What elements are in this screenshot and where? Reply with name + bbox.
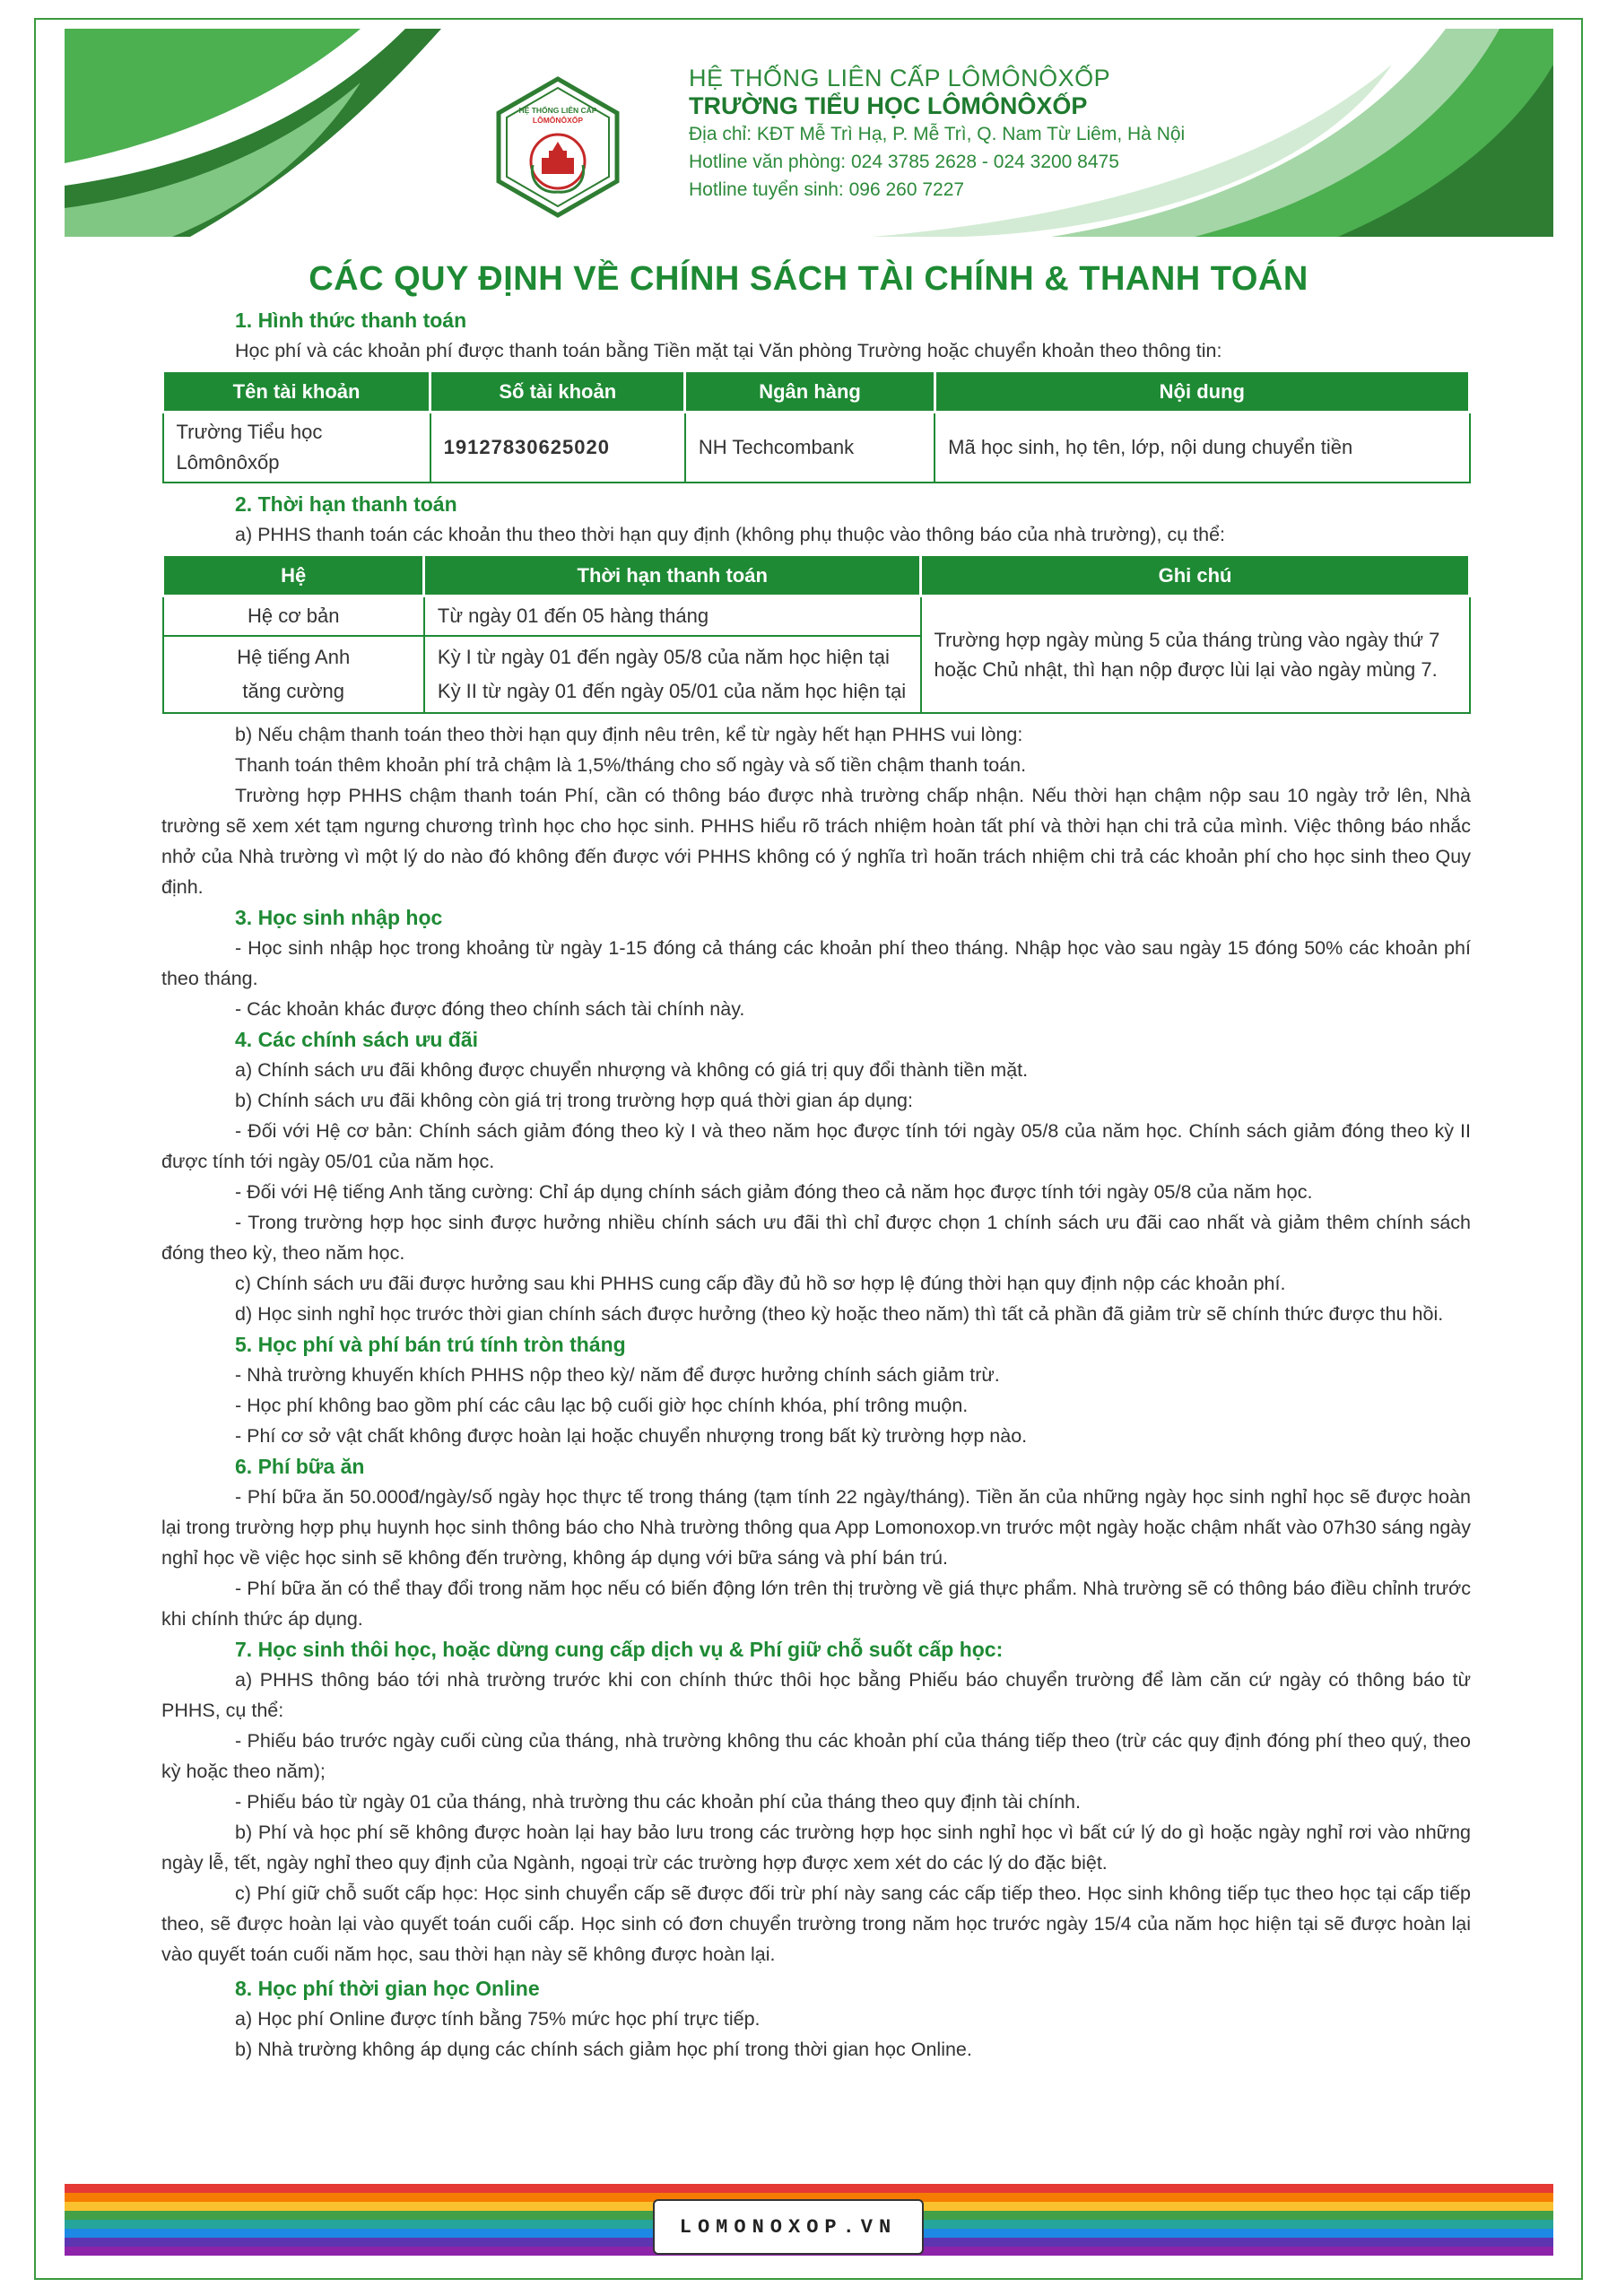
section-1-intro: Học phí và các khoản phí được thanh toán bằng Tiền mặt tại Văn phòng Trường hoặc chuyển khoản theo thông tin: bbox=[235, 340, 1222, 361]
section-1-title: 1. Hình thức thanh toán bbox=[235, 309, 467, 332]
section-4-title: 4. Các chính sách ưu đãi bbox=[235, 1028, 479, 1051]
section-4-b3: - Trong trường hợp học sinh được hưởng nhiều chính sách ưu đãi thì chỉ được chọn 1 chính sách ưu đãi cao nhất và giảm thêm chính sách đóng theo kỳ, theo năm học. bbox=[161, 1212, 1471, 1264]
section-6-p2: - Phí bữa ăn có thể thay đổi trong năm học nếu có biến động lớn trên thị trường về giá thực phẩm. Nhà trường sẽ có thông báo điều chỉnh trước khi chính thức áp dụng. bbox=[161, 1578, 1471, 1630]
section-7-a2: - Phiếu báo từ ngày 01 của tháng, nhà trường thu các khoản phí của tháng theo quy định tài chính. bbox=[235, 1791, 1081, 1813]
section-3-title: 3. Học sinh nhập học bbox=[235, 906, 443, 929]
section-3-p2: - Các khoản khác được đóng theo chính sách tài chính này. bbox=[235, 998, 745, 1020]
section-8-title: 8. Học phí thời gian học Online bbox=[235, 1977, 540, 2000]
svg-text:HỆ THỐNG LIÊN CẤP: HỆ THỐNG LIÊN CẤP bbox=[518, 106, 597, 115]
school-name: TRƯỜNG TIỂU HỌC LÔMÔNÔXỐP bbox=[689, 92, 1088, 119]
col-system: Hệ bbox=[163, 555, 424, 596]
col-account-name: Tên tài khoản bbox=[163, 371, 430, 413]
section-4-b: b) Chính sách ưu đãi không còn giá trị trong trường hợp quá thời gian áp dụng: bbox=[235, 1090, 913, 1111]
section-7-title: 7. Học sinh thôi học, hoặc dừng cung cấp dịch vụ & Phí giữ chỗ suốt cấp học: bbox=[235, 1638, 1004, 1661]
section-2-b1: b) Nếu chậm thanh toán theo thời hạn quy định nêu trên, kể từ ngày hết hạn PHHS vui lòng: bbox=[235, 724, 1023, 745]
bank-name: NH Techcombank bbox=[685, 413, 935, 483]
hotline-office: Hotline văn phòng: 024 3785 2628 - 024 3200 8475 bbox=[689, 152, 1119, 172]
deadline-english bbox=[424, 636, 921, 713]
system-english-line2: tăng cường bbox=[242, 680, 344, 702]
section-6-p1: - Phí bữa ăn 50.000đ/ngày/số ngày học thực tế trong tháng (tạm tính 22 ngày/tháng). Tiền ăn của những ngày học sinh nghỉ học sẽ được hoàn lại trong trường hợp phụ huynh học sinh thông báo cho Nhà trường thông qua App Lomonoxop.vn trước một ngày hoặc chậm nhất vào 07h30 sáng ngày nghỉ học về việc học sinh sẽ không đến trường, không áp dụng với bữa sáng và phí bán trú. bbox=[161, 1486, 1471, 1569]
section-2-b2: Thanh toán thêm khoản phí trả chậm là 1,5%/tháng cho số ngày và số tiền chậm thanh toán. bbox=[235, 754, 1027, 776]
section-5-p2: - Học phí không bao gồm phí các câu lạc bộ cuối giờ học chính khóa, phí trông muộn. bbox=[235, 1395, 969, 1416]
section-5-p3: - Phí cơ sở vật chất không được hoàn lại hoặc chuyển nhượng trong bất kỳ trường hợp nào. bbox=[235, 1425, 1028, 1447]
section-8-b: b) Nhà trường không áp dụng các chính sách giảm học phí trong thời gian học Online. bbox=[235, 2039, 972, 2060]
page-title: CÁC QUY ĐỊNH VỀ CHÍNH SÁCH TÀI CHÍNH & THANH TOÁN bbox=[309, 260, 1308, 298]
section-5-p1: - Nhà trường khuyến khích PHHS nộp theo kỳ/ năm để được hưởng chính sách giảm trừ. bbox=[235, 1364, 1000, 1386]
system-basic: Hệ cơ bản bbox=[163, 596, 424, 637]
section-4-d: d) Học sinh nghỉ học trước thời gian chính sách được hưởng (theo kỳ hoặc theo năm) thì tất cả phần đã giảm trừ sẽ chính thức được thu hồi. bbox=[235, 1303, 1444, 1325]
section-2-a: a) PHHS thanh toán các khoản thu theo thời hạn quy định (không phụ thuộc vào thông báo của nhà trường), cụ thể: bbox=[235, 524, 1225, 545]
section-7-a1: - Phiếu báo trước ngày cuối cùng của tháng, nhà trường không thu các khoản phí của tháng tiếp theo (trừ các quy định đóng phí theo quý, theo kỳ hoặc theo năm); bbox=[161, 1730, 1471, 1782]
system-english-line1: Hệ tiếng Anh bbox=[237, 646, 351, 668]
hotline-admission: Hotline tuyển sinh: 096 260 7227 bbox=[689, 179, 965, 200]
account-name: Trường Tiểu học Lômônôxốp bbox=[163, 413, 430, 483]
col-account-number: Số tài khoản bbox=[430, 371, 685, 413]
section-4-c: c) Chính sách ưu đãi được hưởng sau khi PHHS cung cấp đầy đủ hồ sơ hợp lệ đúng thời hạn quy định nộp các khoản phí. bbox=[235, 1273, 1286, 1294]
website-badge[interactable]: LOMONOXOP.VN bbox=[653, 2199, 924, 2255]
deadline-term-2: Kỳ II từ ngày 01 đến ngày 05/01 của năm học hiện tại bbox=[437, 680, 907, 702]
school-logo bbox=[486, 75, 630, 219]
col-deadline: Thời hạn thanh toán bbox=[424, 555, 921, 596]
section-4-a: a) Chính sách ưu đãi không được chuyển nhượng và không có giá trị quy đổi thành tiền mặt. bbox=[235, 1059, 1029, 1081]
section-6-title: 6. Phí bữa ăn bbox=[235, 1455, 365, 1478]
bank-account-table bbox=[161, 370, 1471, 483]
deadline-note: Trường hợp ngày mùng 5 của tháng trùng vào ngày thứ 7 hoặc Chủ nhật, thì hạn nộp được lùi lại vào ngày mùng 7. bbox=[921, 596, 1470, 714]
table-row bbox=[163, 413, 1470, 483]
section-2-title: 2. Thời hạn thanh toán bbox=[235, 492, 457, 516]
section-4-b2: - Đối với Hệ tiếng Anh tăng cường: Chỉ áp dụng chính sách giảm đóng theo cả năm học được tính tới ngày 05/8 của năm học. bbox=[235, 1181, 1313, 1203]
section-7-c: c) Phí giữ chỗ suốt cấp học: Học sinh chuyển cấp sẽ được đối trừ phí này sang các cấp tiếp theo. Học sinh không tiếp tục theo học tại cấp tiếp theo, sẽ được hoàn lại vào quyết toán cuối cấp. Học sinh có đơn chuyển trường trong năm học trước ngày 15/4 của năm học hiện tại sẽ được hoàn lại vào quyết toán cuối năm học, sau thời hạn này sẽ không được hoàn lại. bbox=[161, 1883, 1471, 1965]
school-info bbox=[689, 65, 1185, 204]
section-4-b1: - Đối với Hệ cơ bản: Chính sách giảm đóng theo kỳ I và theo năm học được tính tới ngày 05/8 của năm học. Chính sách giảm đóng theo kỳ II được tính tới ngày 05/01 của năm học. bbox=[161, 1120, 1471, 1172]
section-5-title: 5. Học phí và phí bán trú tính tròn tháng bbox=[235, 1333, 626, 1356]
section-7-b: b) Phí và học phí sẽ không được hoàn lại hay bảo lưu trong các trường hợp học sinh nghỉ học vì bất cứ lý do gì hoặc ngày nghỉ rơi vào những ngày lễ, tết, ngày nghỉ theo quy định của Ngành, ngoại trừ các trường hợp được xem xét do các lý do đặc biệt. bbox=[161, 1822, 1471, 1874]
col-note: Ghi chú bbox=[921, 555, 1470, 596]
system-name: HỆ THỐNG LIÊN CẤP LÔMÔNÔXỐP bbox=[689, 65, 1111, 91]
deadline-basic: Từ ngày 01 đến 05 hàng tháng bbox=[424, 596, 921, 637]
payment-deadline-table bbox=[161, 553, 1471, 714]
system-english bbox=[163, 636, 424, 713]
transfer-content: Mã học sinh, họ tên, lớp, nội dung chuyển tiền bbox=[935, 413, 1469, 483]
table-row bbox=[163, 596, 1470, 637]
address: Địa chỉ: KĐT Mễ Trì Hạ, P. Mễ Trì, Q. Nam Từ Liêm, Hà Nội bbox=[689, 124, 1186, 144]
header-banner bbox=[65, 29, 1553, 237]
deadline-term-1: Kỳ I từ ngày 01 đến ngày 05/8 của năm học hiện tại bbox=[437, 646, 890, 668]
section-8-a: a) Học phí Online được tính bằng 75% mức học phí trực tiếp. bbox=[235, 2008, 761, 2030]
document-body bbox=[161, 305, 1471, 2065]
svg-text:LÔMÔNÔXỐP: LÔMÔNÔXỐP bbox=[532, 116, 584, 125]
section-2-b3: Trường hợp PHHS chậm thanh toán Phí, cần có thông báo được nhà trường chấp nhận. Nếu thời hạn chậm nộp sau 10 ngày trở lên, Nhà trường sẽ xem xét tạm ngưng chương trình học cho học sinh. PHHS hiểu rõ trách nhiệm hoàn tất phí và thời hạn chi trả của mình. Việc thông báo nhắc nhở của Nhà trường vì một lý do nào đó không đến được với PHHS không có ý nghĩa trì hoãn trách nhiệm chi trả các khoản phí cho học sinh theo Quy định. bbox=[161, 785, 1471, 898]
section-3-p1: - Học sinh nhập học trong khoảng từ ngày 1-15 đóng cả tháng các khoản phí theo tháng. Nhập học vào sau ngày 15 đóng 50% các khoản phí theo tháng. bbox=[161, 937, 1471, 989]
col-content: Nội dung bbox=[935, 371, 1469, 413]
col-bank: Ngân hàng bbox=[685, 371, 935, 413]
section-7-a: a) PHHS thông báo tới nhà trường trước khi con chính thức thôi học bằng Phiếu báo chuyển trường để làm căn cứ ngày có thông báo từ PHHS, cụ thể: bbox=[161, 1669, 1471, 1721]
rainbow-stripe bbox=[65, 2184, 1553, 2193]
account-number: 19127830625020 bbox=[430, 413, 685, 483]
